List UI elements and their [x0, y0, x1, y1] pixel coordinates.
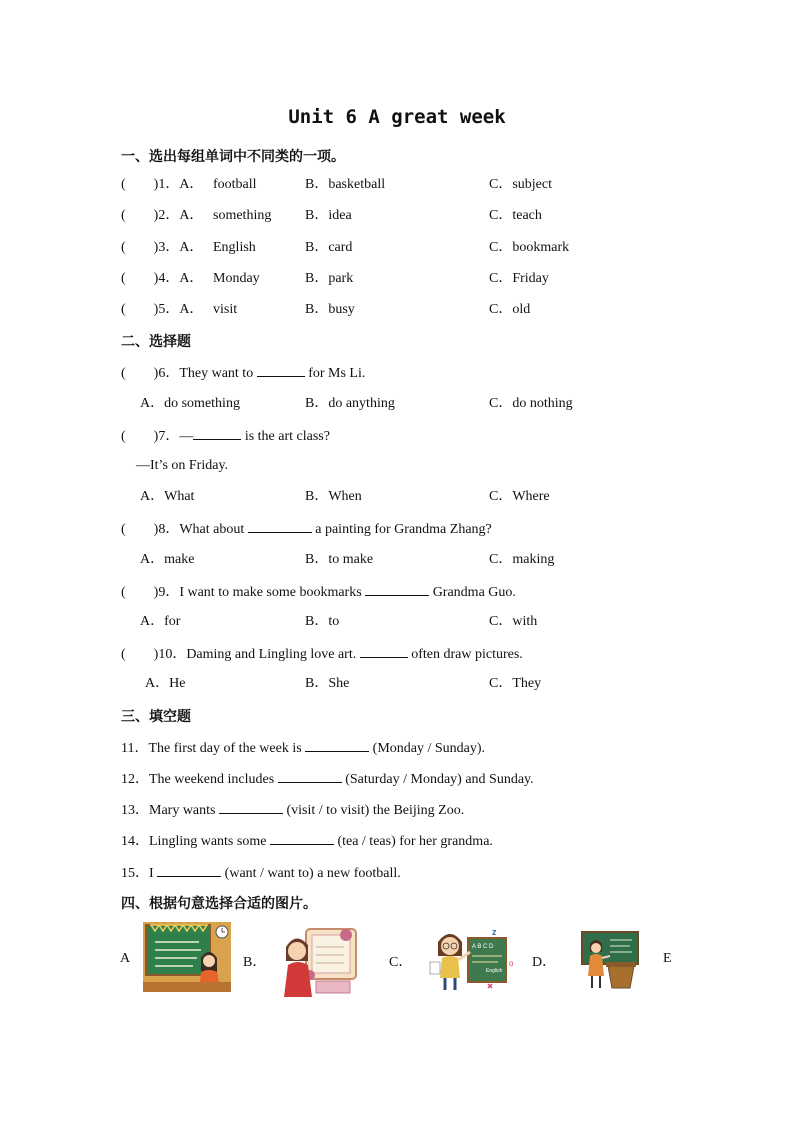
picture-label-a: A [120, 951, 131, 966]
question-10-stem [121, 643, 523, 665]
svg-text:o: o [509, 959, 514, 968]
question-number: ( )3．A． [121, 240, 204, 255]
question-12 [121, 768, 534, 790]
answer-blank[interactable] [193, 425, 241, 440]
option-c: C．old [489, 302, 531, 317]
stem-text: (Monday / Sunday). [369, 741, 486, 756]
option-c: C．bookmark [489, 240, 570, 255]
picture-b-girl-card [280, 925, 360, 997]
option-a: visit [213, 302, 238, 317]
svg-text:A B C D: A B C D [472, 944, 494, 950]
question-7-options [140, 487, 680, 507]
section-2-heading: 二、选择题 [121, 334, 191, 350]
stem-text: a painting for Grandma Zhang? [311, 522, 492, 537]
option-c: C．Friday [489, 271, 549, 286]
question-6-stem [121, 362, 365, 384]
stem-text: often draw pictures. [407, 647, 523, 662]
option-c: C．subject [489, 177, 552, 192]
picture-label-d: D． [532, 955, 557, 970]
stem-text: 14．Lingling wants some [121, 834, 270, 849]
question-9-options [140, 612, 680, 632]
stem-text: 12．The weekend includes [121, 772, 278, 787]
option-a: football [213, 177, 257, 192]
option-a: Monday [213, 271, 260, 286]
question-number: ( )5．A． [121, 302, 204, 317]
option-b: B．park [305, 271, 354, 286]
stem-text: for Ms Li. [304, 366, 366, 381]
page-title: Unit 6 A great week [288, 106, 506, 128]
svg-text:English: English [486, 968, 503, 974]
option-b: B．busy [305, 302, 355, 317]
stem-text: 15．I [121, 866, 158, 881]
question-number: ( )4．A． [121, 271, 204, 286]
stem-text: (Saturday / Monday) and Sunday. [341, 772, 534, 787]
picture-label-b: B． [243, 955, 267, 970]
section-4-heading: 四、根据句意选择合适的图片。 [121, 896, 317, 912]
question-10-options [145, 674, 685, 694]
option-c: C．Where [489, 489, 550, 504]
answer-blank[interactable] [305, 737, 369, 752]
stem-text: (visit / to visit) the Beijing Zoo. [283, 803, 465, 818]
question-11 [121, 737, 485, 759]
picture-d-teacher-podium [580, 930, 640, 990]
question-15 [121, 862, 401, 884]
stem-text: ( )10．Daming and Lingling love art. [121, 647, 360, 662]
option-b: B．idea [305, 208, 352, 223]
option-a: A．make [140, 552, 195, 567]
answer-blank[interactable] [219, 799, 283, 814]
answer-blank[interactable] [278, 768, 342, 783]
option-b: B．basketball [305, 177, 386, 192]
stem-text: 11．The first day of the week is [121, 741, 306, 756]
question-13 [121, 799, 464, 821]
question-7-reply: —It’s on Friday. [136, 458, 229, 473]
question-1 [121, 175, 681, 195]
stem-text: ( )7．— [121, 429, 194, 444]
stem-text: ( )6．They want to [121, 366, 257, 381]
question-number: ( )2．A． [121, 208, 204, 223]
option-c: C．making [489, 552, 555, 567]
question-6-options [140, 394, 680, 414]
section-1-heading: 一、选出每组单词中不同类的一项。 [121, 149, 345, 165]
option-b: B．do anything [305, 396, 395, 411]
stem-text: Grandma Guo. [429, 585, 516, 600]
option-c: C．with [489, 614, 538, 629]
answer-blank[interactable] [360, 643, 408, 658]
answer-blank[interactable] [270, 830, 334, 845]
option-c: C．teach [489, 208, 542, 223]
section-3-heading: 三、填空题 [121, 709, 191, 725]
option-b: B．to [305, 614, 340, 629]
option-a: A．do something [140, 396, 240, 411]
question-number: ( )1．A． [121, 177, 204, 192]
stem-text: ( )9．I want to make some bookmarks [121, 585, 366, 600]
question-4 [121, 269, 681, 289]
svg-text:z: z [492, 927, 497, 937]
stem-text: (want / want to) a new football. [221, 866, 401, 881]
picture-label-c: C． [389, 955, 413, 970]
question-5 [121, 300, 681, 320]
option-b: B．She [305, 676, 350, 691]
question-2 [121, 206, 681, 226]
picture-c-english-teacher [428, 926, 518, 992]
option-a: A．for [140, 614, 181, 629]
option-b: B．to make [305, 552, 374, 567]
option-c: C．do nothing [489, 396, 573, 411]
stem-text: (tea / teas) for her grandma. [333, 834, 493, 849]
stem-text: ( )8．What about [121, 522, 248, 537]
stem-text: is the art class? [241, 429, 330, 444]
option-a: English [213, 240, 256, 255]
picture-label-e: E [663, 951, 672, 966]
question-7-stem [121, 425, 330, 447]
question-3 [121, 238, 681, 258]
option-a: something [213, 208, 272, 223]
option-c: C．They [489, 676, 542, 691]
answer-blank[interactable] [257, 362, 305, 377]
question-9-stem [121, 581, 516, 603]
stem-text: 13．Mary wants [121, 803, 219, 818]
option-a: A．He [145, 676, 186, 691]
question-8-stem [121, 518, 492, 540]
option-a: A．What [140, 489, 195, 504]
answer-blank[interactable] [157, 862, 221, 877]
question-8-options [140, 550, 680, 570]
answer-blank[interactable] [365, 581, 429, 596]
option-b: B．When [305, 489, 362, 504]
question-14 [121, 830, 493, 852]
picture-a-teacher-chalkboard [143, 922, 231, 992]
option-b: B．card [305, 240, 353, 255]
answer-blank[interactable] [248, 518, 312, 533]
